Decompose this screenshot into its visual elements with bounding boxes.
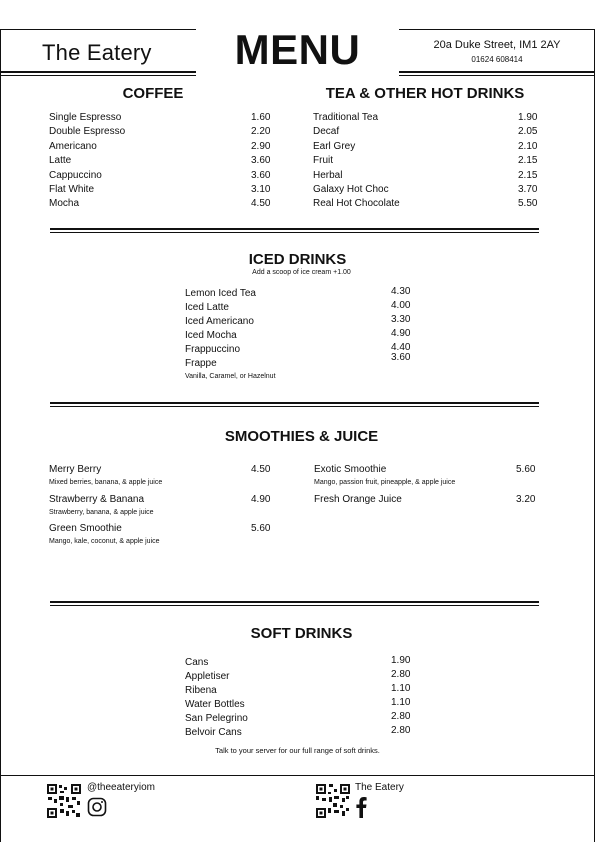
item-name: Earl Grey [313,140,356,152]
item-name: Mocha [49,198,80,210]
address: 20a Duke Street, IM1 2AY [433,39,561,51]
menu-item [313,111,540,125]
tea-heading: TEA & OTHER HOT DRINKS [325,85,525,102]
item-price: 4.50 [251,198,271,210]
item-price: 3.60 [251,155,271,167]
instagram-icon[interactable] [87,797,107,817]
menu-item [49,140,274,154]
item-price: 4.50 [251,464,271,475]
item-name: Water Bottles [185,699,245,711]
smoothies-list-right [314,463,554,522]
item-description: Strawberry, banana, & apple juice [49,508,154,516]
item-price: 1.10 [391,697,411,709]
item-price: 3.70 [518,183,538,195]
item-name: Real Hot Chocolate [313,198,400,210]
item-price: 5.50 [518,198,538,210]
item-price: 3.60 [391,352,411,364]
item-name: Single Espresso [49,112,122,123]
item-name: Herbal [313,169,343,181]
soft-drinks-footnote: Talk to your server for our full range of soft drinks. [215,746,380,755]
item-price: 2.20 [251,126,271,138]
item-description: Mixed berries, banana, & apple juice [49,479,163,486]
item-name: Lemon Iced Tea [185,288,256,299]
menu-item [185,287,415,301]
menu-item [185,712,415,726]
item-description: Mango, passion fruit, pineapple, & apple juice [314,479,456,486]
menu-item [185,315,415,329]
item-name: Double Espresso [49,126,126,138]
item-name: Fresh Orange Juice [314,493,402,505]
item-name: Galaxy Hot Choc [313,183,389,195]
menu-item [313,183,540,197]
section-divider [50,402,539,407]
smoothies-heading: SMOOTHIES & JUICE [224,428,379,445]
item-name: Cappuccino [49,169,102,181]
item-price: 5.60 [516,464,536,475]
item-name: Iced Latte [185,302,229,314]
menu-item [313,125,540,139]
item-description: Vanilla, Caramel, or Hazelnut [185,373,276,381]
menu-item [49,111,274,125]
item-name: Appletiser [185,671,230,683]
facebook-icon[interactable] [354,796,368,818]
item-price: 2.80 [391,725,411,737]
menu-item [49,154,274,168]
iced-list [185,286,415,381]
qr-code-icon[interactable] [315,783,351,819]
menu-item [313,197,540,211]
item-description: Mango, kale, coconut, & apple juice [49,538,160,545]
item-price: 2.10 [518,140,538,152]
item-price: 2.80 [391,711,411,723]
item-name: Iced Americano [185,316,254,328]
menu-item [185,684,415,698]
brand-name: The Eatery [42,40,152,65]
item-name: Flat White [49,183,95,195]
item-price: 3.30 [391,314,411,326]
item-name: Merry Berry [49,464,102,475]
item-price: 2.80 [391,669,411,681]
item-name: Iced Mocha [185,330,237,342]
item-price: 1.90 [391,655,411,666]
menu-item [313,140,540,154]
soft-drinks-list [185,656,415,741]
item-name: Frappe [185,358,217,370]
item-price: 4.90 [391,328,411,340]
smoothies-list-left [49,463,289,552]
item-name: Exotic Smoothie [314,464,387,475]
item-name: Strawberry & Banana [49,493,145,505]
menu-item [49,197,274,211]
soft-drinks-heading: SOFT DRINKS [250,625,353,642]
item-name: Belvoir Cans [185,727,242,739]
section-divider [50,601,539,606]
item-price: 2.90 [251,140,271,152]
menu-item [313,154,540,168]
item-name: Decaf [313,126,340,138]
item-price: 3.60 [251,169,271,181]
phone-number: 01624 608414 [471,55,523,64]
item-price: 3.20 [516,493,536,505]
menu-item [185,343,415,357]
menu-item [313,169,540,183]
menu-item [185,698,415,712]
menu-item [49,125,274,139]
item-name: Fruit [313,155,333,167]
item-price: 4.00 [391,300,411,312]
iced-subheading: Add a scoop of ice cream +1.00 [252,269,351,276]
item-price: 1.60 [251,112,271,123]
facebook-name[interactable]: The Eatery [355,782,404,793]
page-title: MENU [234,26,361,73]
footer-rule [0,775,595,776]
item-name: Latte [49,155,72,167]
item-price: 2.15 [518,169,538,181]
item-price: 4.40 [391,342,411,354]
menu-item [185,726,415,740]
header-rule-right-bottom2 [399,75,595,76]
menu-item [49,463,289,493]
item-price: 1.90 [518,112,538,123]
item-price: 2.15 [518,155,538,167]
menu-item [49,493,289,523]
item-price: 5.60 [251,523,271,534]
coffee-list [49,111,274,212]
coffee-heading: COFFEE [122,85,184,102]
qr-code-icon[interactable] [46,783,82,819]
menu-item [49,169,274,183]
section-divider [50,228,539,233]
menu-item [49,522,289,552]
item-name: Traditional Tea [313,112,379,123]
menu-item [185,329,415,343]
menu-item [49,183,274,197]
item-price: 3.10 [251,183,271,195]
menu-item [185,670,415,684]
iced-heading: ICED DRINKS [248,251,347,268]
item-price: 1.10 [391,683,411,695]
item-name: Cans [185,657,209,668]
item-name: Ribena [185,685,217,697]
menu-item [314,463,554,493]
item-price: 2.05 [518,126,538,138]
item-name: Frappuccino [185,344,241,356]
instagram-handle[interactable]: @theeateryiom [87,782,155,793]
menu-item [185,352,415,381]
header-rule-left-bottom2 [0,75,196,76]
tea-list [313,111,540,212]
item-price: 4.90 [251,493,271,505]
item-name: San Pelegrino [185,713,248,725]
menu-item [185,656,415,670]
menu-item [314,493,554,523]
item-name: Americano [49,140,97,152]
menu-item [185,301,415,315]
item-name: Green Smoothie [49,523,122,534]
item-price: 4.30 [391,286,411,297]
